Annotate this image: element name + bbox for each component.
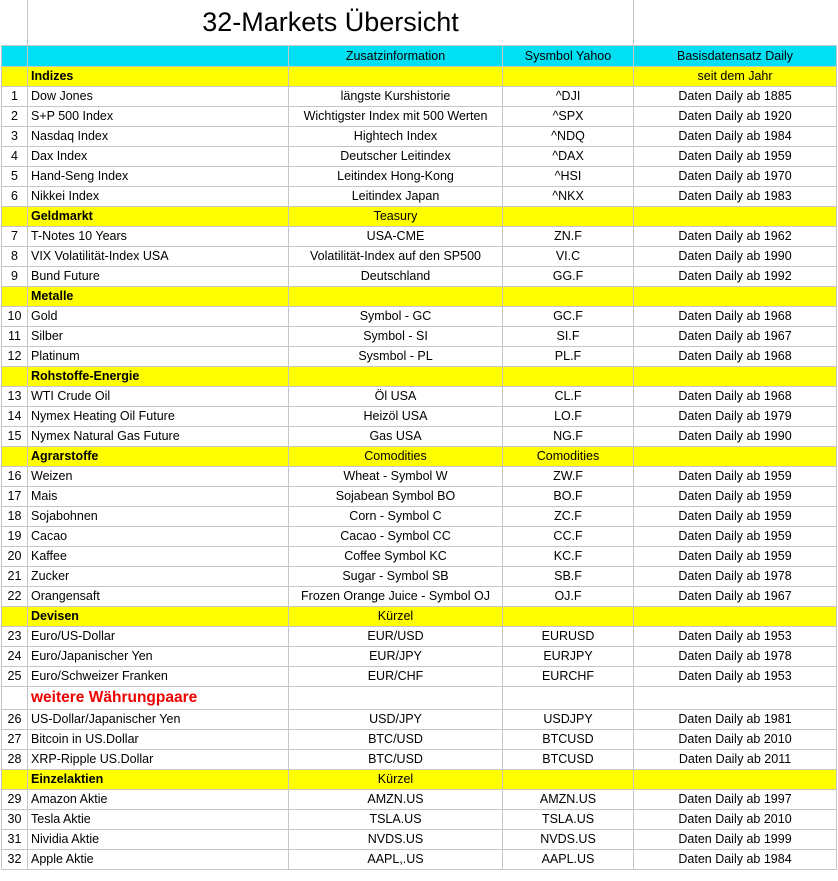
- cell-dataset: Daten Daily ab 1990: [634, 427, 837, 447]
- cell-symbol: CC.F: [503, 527, 634, 547]
- title-spacer-cell: [2, 0, 28, 46]
- cell-name: T-Notes 10 Years: [28, 227, 289, 247]
- cell-name: Einzelaktien: [28, 770, 289, 790]
- table-row: [2, 327, 837, 347]
- table-row: [2, 587, 837, 607]
- cell-dataset: Daten Daily ab 1953: [634, 627, 837, 647]
- cell-info: Kürzel: [289, 770, 503, 790]
- cell-index: 4: [2, 147, 28, 167]
- section-row: [2, 67, 837, 87]
- cell-info: Deutschland: [289, 267, 503, 287]
- cell-name: Sojabohnen: [28, 507, 289, 527]
- cell-index: 31: [2, 830, 28, 850]
- cell-info: [289, 67, 503, 87]
- cell-dataset: Daten Daily ab 1979: [634, 407, 837, 427]
- cell-index: 28: [2, 750, 28, 770]
- cell-info: USA-CME: [289, 227, 503, 247]
- cell-symbol: EURCHF: [503, 667, 634, 687]
- cell-dataset: Daten Daily ab 1978: [634, 647, 837, 667]
- cell-dataset: Daten Daily ab 1984: [634, 850, 837, 870]
- cell-name: Platinum: [28, 347, 289, 367]
- cell-symbol: [503, 67, 634, 87]
- cell-index: 11: [2, 327, 28, 347]
- cell-info: Symbol - GC: [289, 307, 503, 327]
- table-row: [2, 167, 837, 187]
- subsection-row: [2, 687, 837, 710]
- table-row: [2, 790, 837, 810]
- cell-name: Apple Aktie: [28, 850, 289, 870]
- cell-name: Nymex Natural Gas Future: [28, 427, 289, 447]
- cell-info: USD/JPY: [289, 710, 503, 730]
- cell-info: Corn - Symbol C: [289, 507, 503, 527]
- cell-dataset: Daten Daily ab 1967: [634, 327, 837, 347]
- cell-index: 29: [2, 790, 28, 810]
- table-row: [2, 710, 837, 730]
- cell-name: Mais: [28, 487, 289, 507]
- cell-name: Devisen: [28, 607, 289, 627]
- cell-name: Nikkei Index: [28, 187, 289, 207]
- cell-info: NVDS.US: [289, 830, 503, 850]
- header-row: [2, 46, 837, 67]
- section-row: [2, 770, 837, 790]
- cell-dataset: [634, 287, 837, 307]
- cell-index: 13: [2, 387, 28, 407]
- cell-symbol: OJ.F: [503, 587, 634, 607]
- cell-name: Metalle: [28, 287, 289, 307]
- cell-dataset: Daten Daily ab 1984: [634, 127, 837, 147]
- cell-info: Coffee Symbol KC: [289, 547, 503, 567]
- cell-name: Euro/Schweizer Franken: [28, 667, 289, 687]
- markets-table: [1, 0, 837, 870]
- cell-info: Öl USA: [289, 387, 503, 407]
- table-row: [2, 107, 837, 127]
- cell-info: Heizöl USA: [289, 407, 503, 427]
- table-row: [2, 227, 837, 247]
- cell-dataset: Daten Daily ab 2010: [634, 810, 837, 830]
- cell-info: AAPL,.US: [289, 850, 503, 870]
- cell-dataset: Daten Daily ab 1999: [634, 830, 837, 850]
- cell-dataset: Daten Daily ab 1953: [634, 667, 837, 687]
- cell-name: WTI Crude Oil: [28, 387, 289, 407]
- cell-symbol: ^DAX: [503, 147, 634, 167]
- cell-symbol: ^NKX: [503, 187, 634, 207]
- cell-info: Sojabean Symbol BO: [289, 487, 503, 507]
- cell-info: [289, 687, 503, 710]
- title-row: [2, 0, 837, 46]
- table-row: [2, 87, 837, 107]
- table-row: [2, 467, 837, 487]
- cell-name: Silber: [28, 327, 289, 347]
- cell-dataset: Daten Daily ab 1990: [634, 247, 837, 267]
- cell-dataset: Daten Daily ab 1962: [634, 227, 837, 247]
- cell-symbol: [503, 687, 634, 710]
- cell-name: Euro/US-Dollar: [28, 627, 289, 647]
- cell-index: 27: [2, 730, 28, 750]
- cell-dataset: Daten Daily ab 1959: [634, 527, 837, 547]
- cell-symbol: KC.F: [503, 547, 634, 567]
- table-row: [2, 850, 837, 870]
- cell-info: [289, 287, 503, 307]
- table-row: [2, 750, 837, 770]
- cell-symbol: BTCUSD: [503, 730, 634, 750]
- cell-symbol: ^NDQ: [503, 127, 634, 147]
- cell-index: [2, 207, 28, 227]
- cell-info: Symbol - SI: [289, 327, 503, 347]
- cell-dataset: Daten Daily ab 1959: [634, 547, 837, 567]
- cell-symbol: NVDS.US: [503, 830, 634, 850]
- table-row: [2, 627, 837, 647]
- table-row: [2, 187, 837, 207]
- title-spacer-cell: [634, 0, 837, 46]
- section-row: [2, 367, 837, 387]
- cell-symbol: ^DJI: [503, 87, 634, 107]
- cell-info: Leitindex Hong-Kong: [289, 167, 503, 187]
- cell-name: Weizen: [28, 467, 289, 487]
- header-cell-index: [2, 46, 28, 67]
- cell-symbol: GG.F: [503, 267, 634, 287]
- cell-info: Wichtigster Index mit 500 Werten: [289, 107, 503, 127]
- cell-name: Kaffee: [28, 547, 289, 567]
- cell-name: Euro/Japanischer Yen: [28, 647, 289, 667]
- cell-symbol: [503, 207, 634, 227]
- cell-dataset: [634, 367, 837, 387]
- cell-symbol: USDJPY: [503, 710, 634, 730]
- cell-dataset: Daten Daily ab 2011: [634, 750, 837, 770]
- cell-dataset: Daten Daily ab 1978: [634, 567, 837, 587]
- table-row: [2, 347, 837, 367]
- cell-name: Tesla Aktie: [28, 810, 289, 830]
- cell-info: Teasury: [289, 207, 503, 227]
- cell-symbol: BO.F: [503, 487, 634, 507]
- cell-info: Sysmbol - PL: [289, 347, 503, 367]
- cell-symbol: [503, 367, 634, 387]
- cell-index: 1: [2, 87, 28, 107]
- table-row: [2, 487, 837, 507]
- cell-dataset: Daten Daily ab 1968: [634, 347, 837, 367]
- cell-name: Nividia Aktie: [28, 830, 289, 850]
- table-row: [2, 667, 837, 687]
- cell-dataset: Daten Daily ab 1968: [634, 387, 837, 407]
- table-row: [2, 507, 837, 527]
- cell-index: 32: [2, 850, 28, 870]
- cell-info: BTC/USD: [289, 730, 503, 750]
- cell-symbol: ZC.F: [503, 507, 634, 527]
- cell-index: 24: [2, 647, 28, 667]
- cell-symbol: [503, 770, 634, 790]
- cell-dataset: Daten Daily ab 1992: [634, 267, 837, 287]
- cell-symbol: VI.C: [503, 247, 634, 267]
- table-row: [2, 407, 837, 427]
- cell-name: Agrarstoffe: [28, 447, 289, 467]
- cell-symbol: NG.F: [503, 427, 634, 447]
- cell-name: Cacao: [28, 527, 289, 547]
- cell-dataset: Daten Daily ab 1983: [634, 187, 837, 207]
- cell-dataset: Daten Daily ab 2010: [634, 730, 837, 750]
- cell-index: 3: [2, 127, 28, 147]
- cell-index: 12: [2, 347, 28, 367]
- cell-info: TSLA.US: [289, 810, 503, 830]
- cell-name: Nymex Heating Oil Future: [28, 407, 289, 427]
- header-cell-name: [28, 46, 289, 67]
- cell-info: Leitindex Japan: [289, 187, 503, 207]
- cell-index: 20: [2, 547, 28, 567]
- table-row: [2, 307, 837, 327]
- cell-info: [289, 367, 503, 387]
- cell-index: 19: [2, 527, 28, 547]
- cell-name: Hand-Seng Index: [28, 167, 289, 187]
- cell-name: Geldmarkt: [28, 207, 289, 227]
- table-row: [2, 647, 837, 667]
- cell-info: Frozen Orange Juice - Symbol OJ: [289, 587, 503, 607]
- cell-symbol: [503, 287, 634, 307]
- table-row: [2, 567, 837, 587]
- cell-dataset: Daten Daily ab 1959: [634, 467, 837, 487]
- cell-index: 14: [2, 407, 28, 427]
- cell-symbol: LO.F: [503, 407, 634, 427]
- header-cell-symbol: Sysmbol Yahoo: [503, 46, 634, 67]
- table-row: [2, 387, 837, 407]
- cell-index: 2: [2, 107, 28, 127]
- cell-info: Kürzel: [289, 607, 503, 627]
- cell-dataset: [634, 687, 837, 710]
- cell-dataset: Daten Daily ab 1959: [634, 507, 837, 527]
- cell-dataset: [634, 607, 837, 627]
- table-row: [2, 427, 837, 447]
- page-title: 32-Markets Übersicht: [28, 0, 634, 46]
- cell-dataset: Daten Daily ab 1920: [634, 107, 837, 127]
- cell-name: XRP-Ripple US.Dollar: [28, 750, 289, 770]
- header-cell-info: Zusatzinformation: [289, 46, 503, 67]
- cell-dataset: Daten Daily ab 1997: [634, 790, 837, 810]
- cell-index: 21: [2, 567, 28, 587]
- section-row: [2, 607, 837, 627]
- cell-index: 25: [2, 667, 28, 687]
- cell-info: Deutscher Leitindex: [289, 147, 503, 167]
- table-row: [2, 810, 837, 830]
- cell-symbol: SB.F: [503, 567, 634, 587]
- cell-index: 17: [2, 487, 28, 507]
- cell-index: 6: [2, 187, 28, 207]
- cell-dataset: Daten Daily ab 1968: [634, 307, 837, 327]
- cell-name: Orangensaft: [28, 587, 289, 607]
- cell-index: [2, 770, 28, 790]
- cell-index: [2, 447, 28, 467]
- table-row: [2, 147, 837, 167]
- table-row: [2, 127, 837, 147]
- cell-symbol: ZN.F: [503, 227, 634, 247]
- cell-symbol: [503, 607, 634, 627]
- cell-symbol: AAPL.US: [503, 850, 634, 870]
- cell-dataset: seit dem Jahr: [634, 67, 837, 87]
- cell-symbol: CL.F: [503, 387, 634, 407]
- cell-name: Rohstoffe-Energie: [28, 367, 289, 387]
- cell-name: Amazon Aktie: [28, 790, 289, 810]
- cell-name: Nasdaq Index: [28, 127, 289, 147]
- table-row: [2, 730, 837, 750]
- cell-symbol: GC.F: [503, 307, 634, 327]
- cell-index: 8: [2, 247, 28, 267]
- cell-index: 9: [2, 267, 28, 287]
- cell-info: Wheat - Symbol W: [289, 467, 503, 487]
- cell-symbol: SI.F: [503, 327, 634, 347]
- cell-info: Sugar - Symbol SB: [289, 567, 503, 587]
- section-row: [2, 447, 837, 467]
- cell-name: Indizes: [28, 67, 289, 87]
- cell-info: Volatilität-Index auf den SP500: [289, 247, 503, 267]
- cell-symbol: EURUSD: [503, 627, 634, 647]
- cell-symbol: ZW.F: [503, 467, 634, 487]
- cell-index: 10: [2, 307, 28, 327]
- cell-symbol: TSLA.US: [503, 810, 634, 830]
- cell-index: 18: [2, 507, 28, 527]
- cell-name: S+P 500 Index: [28, 107, 289, 127]
- cell-dataset: Daten Daily ab 1959: [634, 487, 837, 507]
- cell-name: Dax Index: [28, 147, 289, 167]
- cell-index: [2, 367, 28, 387]
- cell-index: 26: [2, 710, 28, 730]
- cell-index: [2, 287, 28, 307]
- cell-index: 7: [2, 227, 28, 247]
- header-cell-dataset: Basisdatensatz Daily: [634, 46, 837, 67]
- cell-symbol: ^HSI: [503, 167, 634, 187]
- cell-name: Bund Future: [28, 267, 289, 287]
- cell-info: EUR/CHF: [289, 667, 503, 687]
- cell-index: [2, 607, 28, 627]
- cell-dataset: Daten Daily ab 1970: [634, 167, 837, 187]
- cell-info: Cacao - Symbol CC: [289, 527, 503, 547]
- table-row: [2, 830, 837, 850]
- cell-info: EUR/USD: [289, 627, 503, 647]
- section-row: [2, 207, 837, 227]
- cell-info: Comodities: [289, 447, 503, 467]
- cell-dataset: [634, 207, 837, 227]
- cell-name: Zucker: [28, 567, 289, 587]
- cell-dataset: [634, 447, 837, 467]
- cell-name: Dow Jones: [28, 87, 289, 107]
- cell-index: 22: [2, 587, 28, 607]
- cell-index: 30: [2, 810, 28, 830]
- cell-name: US-Dollar/Japanischer Yen: [28, 710, 289, 730]
- cell-symbol: PL.F: [503, 347, 634, 367]
- table-row: [2, 267, 837, 287]
- cell-info: AMZN.US: [289, 790, 503, 810]
- table-row: [2, 547, 837, 567]
- cell-info: Hightech Index: [289, 127, 503, 147]
- cell-info: Gas USA: [289, 427, 503, 447]
- cell-symbol: ^SPX: [503, 107, 634, 127]
- cell-symbol: Comodities: [503, 447, 634, 467]
- cell-index: 15: [2, 427, 28, 447]
- table-row: [2, 247, 837, 267]
- table-row: [2, 527, 837, 547]
- cell-symbol: EURJPY: [503, 647, 634, 667]
- cell-dataset: Daten Daily ab 1885: [634, 87, 837, 107]
- cell-dataset: Daten Daily ab 1981: [634, 710, 837, 730]
- cell-index: 16: [2, 467, 28, 487]
- cell-index: 23: [2, 627, 28, 647]
- cell-index: [2, 67, 28, 87]
- cell-info: längste Kurshistorie: [289, 87, 503, 107]
- cell-symbol: BTCUSD: [503, 750, 634, 770]
- cell-info: BTC/USD: [289, 750, 503, 770]
- cell-index: [2, 687, 28, 710]
- section-row: [2, 287, 837, 307]
- cell-name: Bitcoin in US.Dollar: [28, 730, 289, 750]
- cell-symbol: AMZN.US: [503, 790, 634, 810]
- cell-info: EUR/JPY: [289, 647, 503, 667]
- cell-dataset: Daten Daily ab 1967: [634, 587, 837, 607]
- cell-name: Gold: [28, 307, 289, 327]
- cell-dataset: [634, 770, 837, 790]
- cell-dataset: Daten Daily ab 1959: [634, 147, 837, 167]
- cell-index: 5: [2, 167, 28, 187]
- cell-name: VIX Volatilität-Index USA: [28, 247, 289, 267]
- cell-name: weitere Währungpaare: [28, 687, 289, 710]
